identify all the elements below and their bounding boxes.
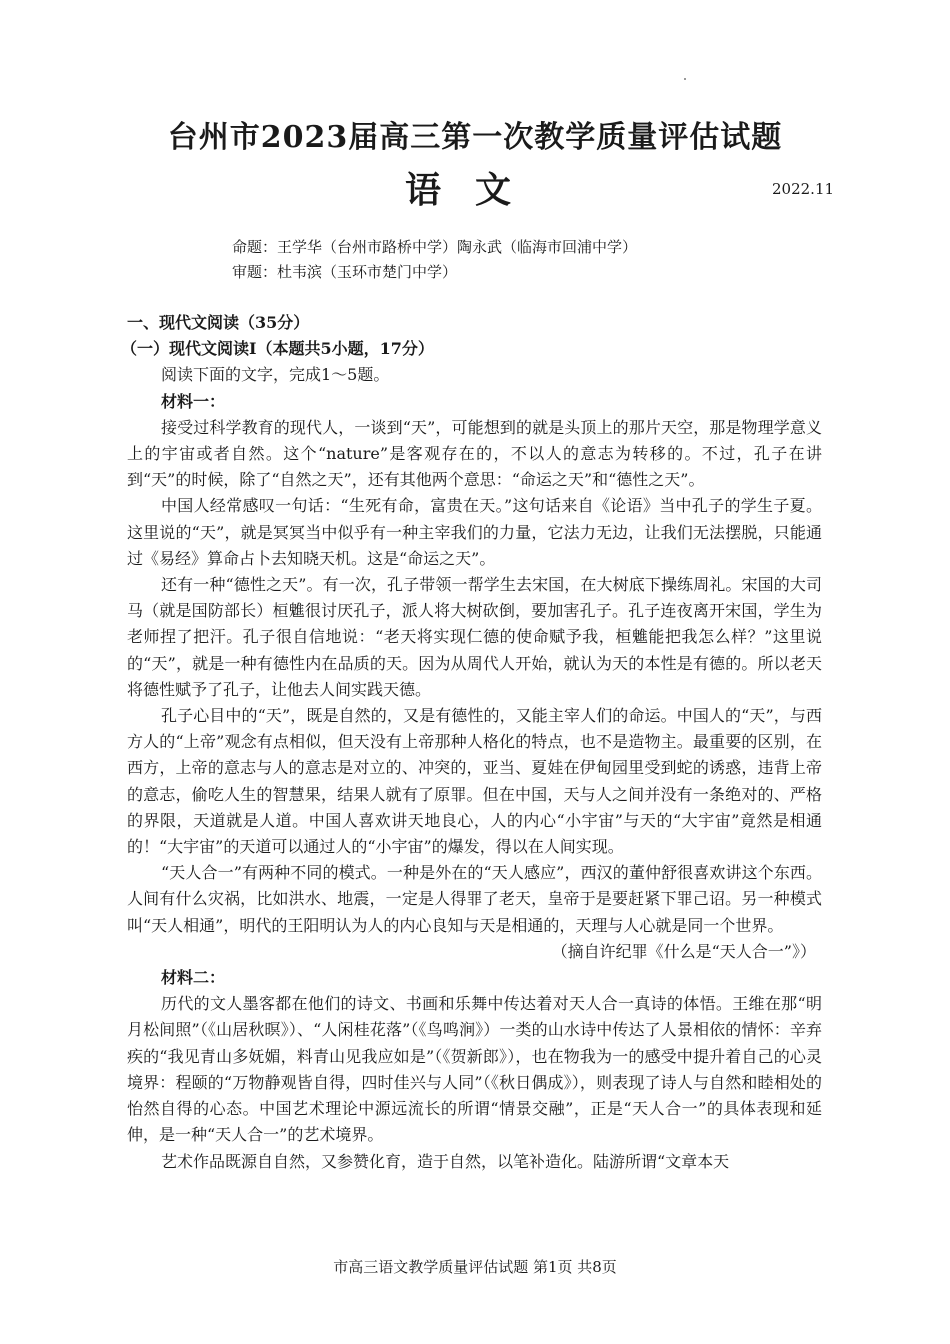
material2-paragraph: 历代的文人墨客都在他们的诗文、书画和乐舞中传达着对天人合一真诗的体悟。王维在那“明月松间照”（《山居秋暝》）、“人闲桂花落”（《鸟鸣涧》）一类的山水诗中传达了人景相依的情怀：辛弃疾的“我见青山多妩媚，料青山见我应如是”（《贺新郎》），也在物我为一的感受中提升着自己的心灵境界：程颐的“万物静观皆自得，四时佳兴与人同”（《秋日偶成》），则表现了诗人与自然和睦相处的怡然自得的心态。中国艺术理论中源远流长的所谓“情景交融”，正是“天人合一”的具体表现和延伸，是一种“天人合一”的艺术境界。 — [127, 994, 822, 1145]
material1-paragraph: 接受过科学教育的现代人，一谈到“天”，可能想到的就是头顶上的那片天空，那是物理学意义上的宇宙或者自然。这个“nature”是客观存在的，不以人的意志为转移的。不过，孔子在讲到“天”的时候，除了“自然之天”，还有其他两个意思：“命运之天”和“德性之天”。 — [127, 417, 822, 490]
review-line: 审题：杜韦滨（玉环市楚门中学） — [232, 263, 458, 281]
material2-paragraph: 艺术作品既源自自然，又参赞化育，造于自然，以笔补造化。陆游所谓“文章本天 — [161, 1151, 730, 1171]
exam-date: 2022.11 — [772, 180, 835, 198]
instruction: 阅读下面的文字，完成1～5题。 — [161, 365, 390, 385]
material1-paragraph: 孔子心目中的“天”，既是自然的，又是有德性的，又能主宰人们的命运。中国人的“天”，与西方人的“上帝”观念有点相似，但天没有上帝那种人格化的特点，也不是造物主。最重要的区别，在西方，上帝的意志与人的意志是对立的、冲突的，亚当、夏娃在伊甸园里受到蛇的诱惑，违背上帝的意志，偷吃人生的智慧果，结果人就有了原罪。但在中国，天与人之间并没有一条绝对的、严格的界限，天道就是人道。中国人喜欢讲天地良心，人的内心“小宇宙”与天的“大宇宙”竟然是相通的！“大宇宙”的天道可以通过人的“小宇宙”的爆发，得以在人间实现。 — [127, 706, 822, 857]
page-footer: 市高三语文教学质量评估试题 第1页 共8页 — [333, 1258, 617, 1276]
scan-speck — [684, 78, 686, 80]
section-subheading: （一）现代文阅读Ⅰ（本题共5小题，17分） — [121, 339, 434, 359]
author-line: 命题：王学华（台州市路桥中学）陶永武（临海市回浦中学） — [232, 238, 638, 256]
page-title: 台州市2023届高三第一次教学质量评估试题 — [167, 120, 783, 155]
material1-paragraph: 中国人经常感叹一句话：“生死有命，富贵在天。”这句话来自《论语》当中孔子的学生子夏。这里说的“天”，就是冥冥当中似乎有一种主宰我们的力量，它法力无边，让我们无法摆脱，只能通过《易经》算命占卜去知晓天机。这是“命运之天”。 — [127, 496, 822, 568]
material1-paragraph: 还有一种“德性之天”。有一次，孔子带领一帮学生去宋国，在大树底下操练周礼。宋国的大司马（就是国防部长）桓魋很讨厌孔子，派人将大树砍倒，要加害孔子。孔子连夜离开宋国，学生为老师捏了把汗。孔子很自信地说：“老天将实现仁德的使命赋予我，桓魋能把我怎么样？”这里说的“天”，就是一种有德性内在品质的天。因为从周代人开始，就认为天的本性是有德的。所以老天将德性赋予了孔子，让他去人间实践天德。 — [127, 575, 822, 699]
subject-title: 语文 — [404, 169, 545, 211]
material1-source: （摘自许纪罪《什么是“天人合一”》） — [551, 941, 816, 961]
material2-label: 材料二： — [161, 968, 226, 988]
material1-paragraph: “天人合一”有两种不同的模式。一种是外在的“天人感应”，西汉的董仲舒很喜欢讲这个东西。人间有什么灾祸，比如洪水、地震，一定是人得罪了老天，皇帝于是要赶紧下罪己诏。另一种模式叫“天人相通”，明代的王阳明认为人的内心良知与天是相通的，天理与人心就是同一个世界。 — [127, 863, 822, 935]
section-heading: 一、现代文阅读（35分） — [127, 313, 310, 332]
material1-label: 材料一： — [161, 391, 226, 411]
exam-content — [121, 310, 822, 1175]
